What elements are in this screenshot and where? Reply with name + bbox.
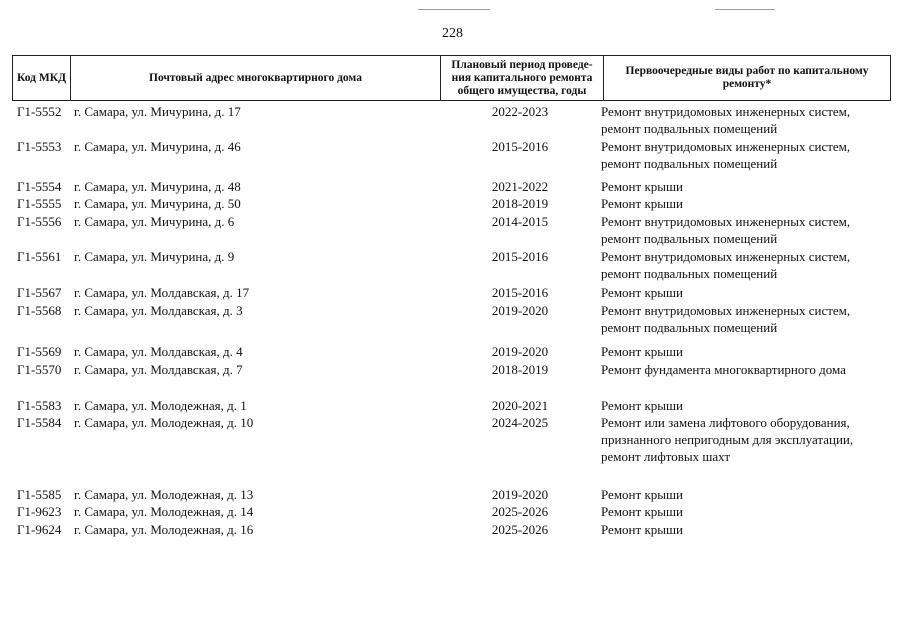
row-work-line: Ремонт внутридомовых инженерных систем, [601, 104, 851, 119]
row-work-line: Ремонт фундамента многоквартирного дома [601, 362, 846, 377]
row-address: г. Самара, ул. Молдавская, д. 4 [74, 344, 243, 359]
row-works [601, 361, 891, 378]
row-works [601, 397, 891, 414]
row-address: г. Самара, ул. Молдавская, д. 3 [74, 303, 243, 318]
row-works [601, 248, 891, 282]
row-period: 2019-2020 [491, 344, 549, 359]
row-work-line: ремонт подвальных помещений [601, 320, 778, 335]
row-code: Г1-5561 [17, 249, 62, 264]
row-code: Г1-5584 [17, 415, 62, 430]
row-code: Г1-5569 [17, 344, 62, 359]
row-code: Г1-5585 [17, 487, 62, 502]
row-code: Г1-5554 [17, 179, 62, 194]
row-period: 2020-2021 [491, 398, 549, 413]
row-code: Г1-5553 [17, 139, 62, 154]
row-code: Г1-5555 [17, 196, 62, 211]
row-address: г. Самара, ул. Мичурина, д. 50 [74, 196, 241, 211]
row-work-line: ремонт подвальных помещений [601, 156, 778, 171]
row-code: Г1-5552 [17, 104, 62, 119]
row-works [601, 195, 891, 212]
row-works [601, 213, 891, 247]
row-period: 2019-2020 [491, 487, 549, 502]
row-work-line: ремонт подвальных помещений [601, 231, 778, 246]
row-code: Г1-5583 [17, 398, 62, 413]
row-work-line: Ремонт крыши [601, 285, 683, 300]
row-work-line: ремонт подвальных помещений [601, 266, 778, 281]
row-code: Г1-9623 [17, 504, 62, 519]
row-works [601, 138, 891, 172]
row-code: Г1-5567 [17, 285, 62, 300]
row-code: Г1-5556 [17, 214, 62, 229]
scan-mark-left [418, 9, 490, 10]
row-work-line: Ремонт крыши [601, 522, 683, 537]
row-period: 2018-2019 [491, 362, 549, 377]
row-work-line: Ремонт крыши [601, 196, 683, 211]
header-code: Код МКД [13, 56, 71, 100]
row-works [601, 521, 891, 538]
row-work-line: ремонт лифтовых шахт [601, 449, 731, 464]
row-work-line: Ремонт крыши [601, 398, 683, 413]
row-period: 2018-2019 [491, 196, 549, 211]
row-address: г. Самара, ул. Молодежная, д. 14 [74, 504, 254, 519]
row-works [601, 103, 891, 137]
row-period: 2019-2020 [491, 303, 549, 318]
row-period: 2015-2016 [491, 285, 549, 300]
table-header [12, 55, 891, 101]
row-work-line: Ремонт внутридомовых инженерных систем, [601, 303, 851, 318]
row-work-line: ремонт подвальных помещений [601, 121, 778, 136]
header-address: Почтовый адрес многоквартирного дома [71, 56, 441, 100]
row-address: г. Самара, ул. Молодежная, д. 10 [74, 415, 254, 430]
row-works [601, 284, 891, 301]
row-work-line: признанного непригодным для эксплуатации, [601, 432, 854, 447]
row-work-line: Ремонт внутридомовых инженерных систем, [601, 249, 851, 264]
row-address: г. Самара, ул. Молдавская, д. 17 [74, 285, 250, 300]
row-works [601, 302, 891, 336]
row-work-line: Ремонт внутридомовых инженерных систем, [601, 214, 851, 229]
row-period: 2024-2025 [491, 415, 549, 430]
row-period: 2022-2023 [491, 104, 549, 119]
row-code: Г1-9624 [17, 522, 62, 537]
row-period: 2025-2026 [491, 522, 549, 537]
header-period: Плановый период проведе-ния капитального ремонта общего имущества, годы [441, 56, 604, 100]
row-period: 2025-2026 [491, 504, 549, 519]
row-address: г. Самара, ул. Молодежная, д. 1 [74, 398, 247, 413]
header-works: Первоочередные виды работ по капитальному ремонту* [625, 65, 869, 90]
row-period: 2015-2016 [491, 249, 549, 264]
row-address: г. Самара, ул. Мичурина, д. 9 [74, 249, 235, 264]
row-address: г. Самара, ул. Молодежная, д. 13 [74, 487, 254, 502]
row-code: Г1-5570 [17, 362, 62, 377]
page-number: 228 [442, 26, 463, 41]
row-work-line: Ремонт внутридомовых инженерных систем, [601, 139, 851, 154]
row-works [601, 486, 891, 503]
row-works [601, 343, 891, 360]
row-works [601, 178, 891, 195]
row-work-line: Ремонт крыши [601, 487, 683, 502]
row-address: г. Самара, ул. Мичурина, д. 46 [74, 139, 241, 154]
row-period: 2015-2016 [491, 139, 549, 154]
row-work-line: Ремонт крыши [601, 179, 683, 194]
scan-mark-right [715, 9, 775, 10]
row-address: г. Самара, ул. Молодежная, д. 16 [74, 522, 254, 537]
row-period: 2014-2015 [491, 214, 549, 229]
row-address: г. Самара, ул. Мичурина, д. 17 [74, 104, 241, 119]
row-work-line: Ремонт крыши [601, 344, 683, 359]
row-code: Г1-5568 [17, 303, 62, 318]
row-period: 2021-2022 [491, 179, 549, 194]
row-works [601, 414, 891, 465]
row-address: г. Самара, ул. Молдавская, д. 7 [74, 362, 243, 377]
row-address: г. Самара, ул. Мичурина, д. 6 [74, 214, 235, 229]
row-works [601, 503, 891, 520]
row-address: г. Самара, ул. Мичурина, д. 48 [74, 179, 241, 194]
row-work-line: Ремонт или замена лифтового оборудования, [601, 415, 850, 430]
row-work-line: Ремонт крыши [601, 504, 683, 519]
